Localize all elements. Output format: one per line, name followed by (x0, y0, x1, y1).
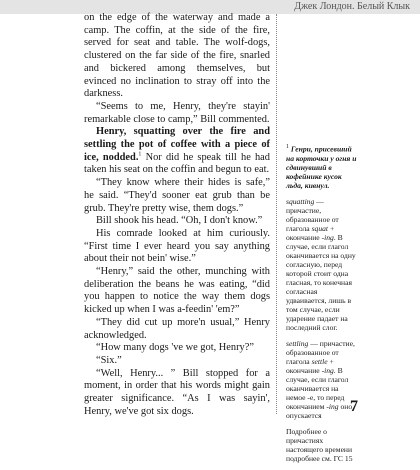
paragraph: “Henry,” said the other, munching with deliberation the beans he was eating, “did you happen to notice the way them dogs kicked up when I was a-feedin' 'em?” (84, 266, 270, 316)
paragraph: “How many dogs 've we got, Henry?” (96, 342, 254, 354)
note-text: + окончание (286, 356, 334, 375)
note-translation (286, 143, 358, 190)
note-text: оно опускается (286, 401, 353, 420)
note-text: — причастие, образованное от глагола (286, 196, 339, 233)
running-header-title: Джек Лондон. Белый Клык (294, 1, 410, 12)
paragraph (84, 126, 270, 177)
page-number: 7 (350, 398, 358, 415)
note-verb: squat (311, 223, 329, 233)
note-squatting (286, 197, 358, 332)
paragraph: “Seems to me, Henry, they're stayin' remarkable close to camp,” Bill commented. (84, 100, 270, 125)
note-suffix: -ing (326, 401, 339, 411)
paragraph: on the edge of the waterway and made a camp. The coffin, at the side of the fire, served for seat and table. The wolf-dogs, clustered on the far side of the fire, snarled and bickered among themselves, but evinced no inclination to stray off into the darkness. (84, 12, 270, 100)
margin-notes (286, 143, 358, 470)
note-term: settling (286, 338, 309, 348)
note-ref: 1 (286, 144, 289, 150)
note-term: squatting (286, 196, 315, 206)
note-text: + окончание (286, 223, 335, 242)
note-suffix: -ing (321, 365, 334, 375)
note-reference: Подробнее о причастиях настоящего времени подробнее см. ГС 15 (286, 426, 353, 463)
note-text: . В случае, если глагол оканчивается на одну согласную, перед которой стоит одна гласная, то конечная согласная удваивается, лишь в том случае, если ударение падает на последний слог. (286, 232, 356, 332)
note-settling (286, 339, 358, 420)
paragraph: “They know where their hides is safe,” he said. “They'd sooner eat grub than be grub. They're pretty wise, them dogs.” (84, 177, 270, 214)
footnote-ref: 1 (138, 151, 142, 158)
column-divider (276, 14, 277, 414)
paragraph: “Well, Henry... ” Bill stopped for a moment, in order that his words might gain greater significance. “As I was sayin', Henry, we've got six dogs. (84, 367, 270, 417)
note-suffix: -ing (321, 232, 334, 242)
paragraph: His comrade looked at him curiously. “First time I ever heard you say anything about their not bein' wise.” (84, 227, 270, 265)
note-translation-text: Генри, присевший на корточки у огня и сдвинувший в кофейнике кусок льда, кивнул. (286, 144, 357, 190)
paragraph-rest: Nor did he speak till he had taken his seat on the coffin and begun to eat. (84, 151, 270, 176)
note-text: . В случае, если глагол оканчивается на немое -e, то перед окончанием (286, 365, 349, 411)
note-verb: settle (311, 356, 328, 366)
paragraph: “They did cut up more'n usual,” Henry acknowledged. (84, 316, 270, 341)
paragraph: “Six.” (96, 354, 122, 366)
paragraph: Bill shook his head. “Oh, I don't know.” (96, 215, 263, 227)
story-text (84, 12, 270, 419)
bold-phrase: Henry, squatting over the fire and settling the pot of coffee with a piece of ice, nodded. (84, 126, 270, 163)
note-text: — причастие, образованное от глагола (286, 338, 355, 366)
